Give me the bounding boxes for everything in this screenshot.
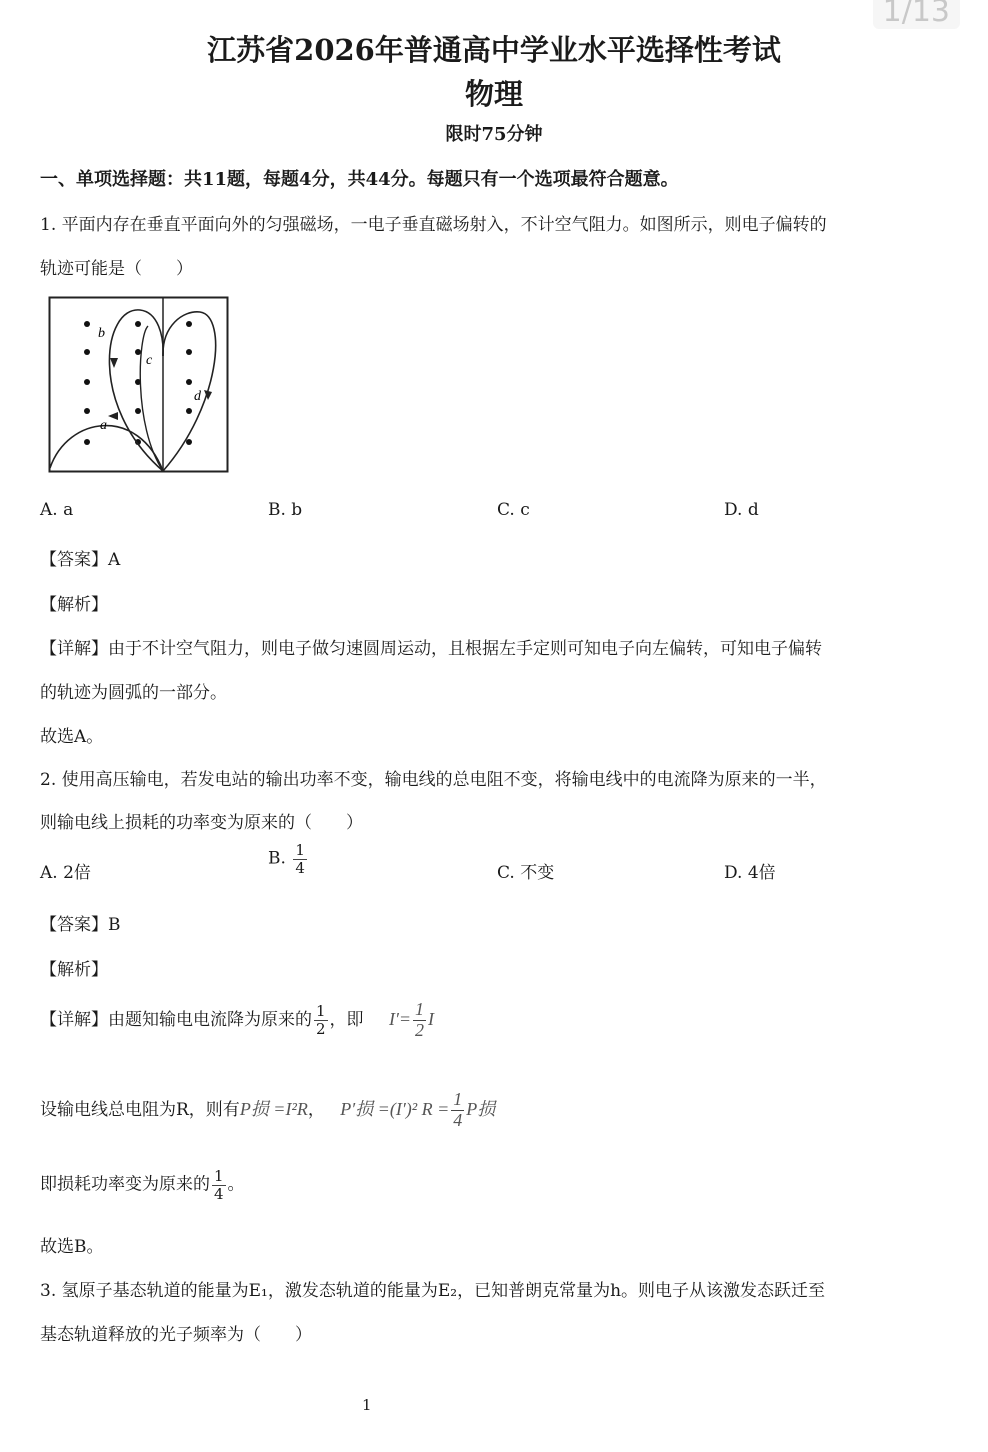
q2-eq1-right: I xyxy=(428,1008,435,1029)
q1-analysis: 【解析】 xyxy=(40,595,108,615)
q2-eq3-fraction xyxy=(451,1090,464,1131)
q2-line3-suffix: 。 xyxy=(227,1174,245,1195)
q2-eq1-den: 2 xyxy=(415,1019,425,1040)
q2-analysis: 【解析】 xyxy=(40,960,108,980)
q2-detail-mid: ，即 xyxy=(329,1009,364,1030)
q2-detail-fraction xyxy=(314,1003,328,1037)
q2-eq1-fraction xyxy=(413,1000,426,1041)
q2-option-b-prefix: B. xyxy=(268,848,286,869)
section-heading: 一、单项选择题：共11题，每题4分，共44分。每题只有一个选项最符合题意。 xyxy=(40,169,679,190)
q2-detail-frac-num: 1 xyxy=(316,1002,326,1021)
q2-detail-line1 xyxy=(40,1000,434,1041)
q2-option-b-fraction xyxy=(293,842,307,876)
q2-eq2: P损 =I²R xyxy=(239,1098,308,1119)
q2-stem-line2: 则输电线上损耗的功率变为原来的（ ） xyxy=(40,813,363,833)
arrow-b xyxy=(110,358,118,368)
q3-stem-line2: 基态轨道释放的光子频率为（ ） xyxy=(40,1325,312,1345)
q2-detail-prefix: 【详解】由题知输电电流降为原来的 xyxy=(40,1009,312,1030)
q2-detail-line3 xyxy=(40,1168,245,1202)
label-b: b xyxy=(98,326,105,341)
q2-line2-prefix: 设输电线总电阻为R，则有 xyxy=(40,1099,240,1120)
label-a: a xyxy=(100,418,107,433)
q3-stem-line1: 3. 氢原子基态轨道的能量为E₁，激发态轨道的能量为E₂，已知普朗克常量为h。则电子从该激发态跃迁至 xyxy=(40,1281,826,1301)
time-limit: 限时75分钟 xyxy=(445,124,543,145)
q2-eq1-left: I′= xyxy=(388,1008,412,1029)
q1-conclusion: 故选A。 xyxy=(40,727,104,747)
q2-eq3-right: P损 xyxy=(466,1098,496,1119)
q1-option-c[interactable]: C. c xyxy=(497,500,530,520)
label-d: d xyxy=(194,389,201,404)
q2-line3-fraction xyxy=(212,1168,226,1202)
q2-line3-num: 1 xyxy=(214,1167,224,1185)
q2-eq3-left: P′损 =(I′)² R = xyxy=(340,1098,450,1119)
arrow-a xyxy=(108,412,118,420)
q1-option-a[interactable]: A. a xyxy=(40,500,74,520)
q1-stem-line2: 轨迹可能是（ ） xyxy=(40,259,193,279)
q1-detail-line1: 【详解】由于不计空气阻力，则电子做匀速圆周运动，且根据左手定则可知电子向左偏转，可知电子偏转 xyxy=(40,639,822,659)
q2-line3-den: 4 xyxy=(214,1184,224,1203)
q2-answer: 【答案】B xyxy=(40,915,121,935)
q2-eq1-num: 1 xyxy=(415,999,425,1019)
q2-option-b-num: 1 xyxy=(295,841,305,859)
q2-option-c[interactable]: C. 不变 xyxy=(497,863,555,883)
exam-title: 江苏省2026年普通高中学业水平选择性考试 xyxy=(207,33,781,67)
magnetic-field-figure xyxy=(48,296,230,474)
q2-line3-prefix: 即损耗功率变为原来的 xyxy=(40,1174,210,1195)
page-indicator: 1/13 xyxy=(873,0,960,29)
page-number: 1 xyxy=(362,1396,372,1414)
trajectory-b xyxy=(109,310,163,471)
q1-detail-line2: 的轨迹为圆弧的一部分。 xyxy=(40,683,227,703)
subject-title: 物理 xyxy=(464,77,523,111)
q2-option-b[interactable] xyxy=(268,842,309,876)
q2-eq3-num: 1 xyxy=(453,1089,463,1109)
q2-option-a[interactable]: A. 2倍 xyxy=(40,863,91,883)
q2-option-b-den: 4 xyxy=(295,858,305,877)
q2-detail-frac-den: 2 xyxy=(316,1019,326,1038)
label-c: c xyxy=(146,353,153,368)
q2-detail-line2 xyxy=(40,1090,495,1131)
q1-option-b[interactable]: B. b xyxy=(268,500,303,520)
q1-option-d[interactable]: D. d xyxy=(724,500,759,520)
q2-eq3-den: 4 xyxy=(453,1109,463,1130)
q2-option-d[interactable]: D. 4倍 xyxy=(724,863,776,883)
q2-eq2-sep: ， xyxy=(307,1099,325,1120)
q1-answer: 【答案】A xyxy=(40,550,121,570)
q2-conclusion: 故选B。 xyxy=(40,1237,104,1257)
trajectory-c xyxy=(140,326,163,471)
q1-stem-line1: 1. 平面内存在垂直平面向外的匀强磁场，一电子垂直磁场射入，不计空气阻力。如图所示，则电子偏转的 xyxy=(40,215,827,235)
q2-stem-line1: 2. 使用高压输电，若发电站的输出功率不变，输电线的总电阻不变，将输电线中的电流降为原来的一半， xyxy=(40,770,827,790)
